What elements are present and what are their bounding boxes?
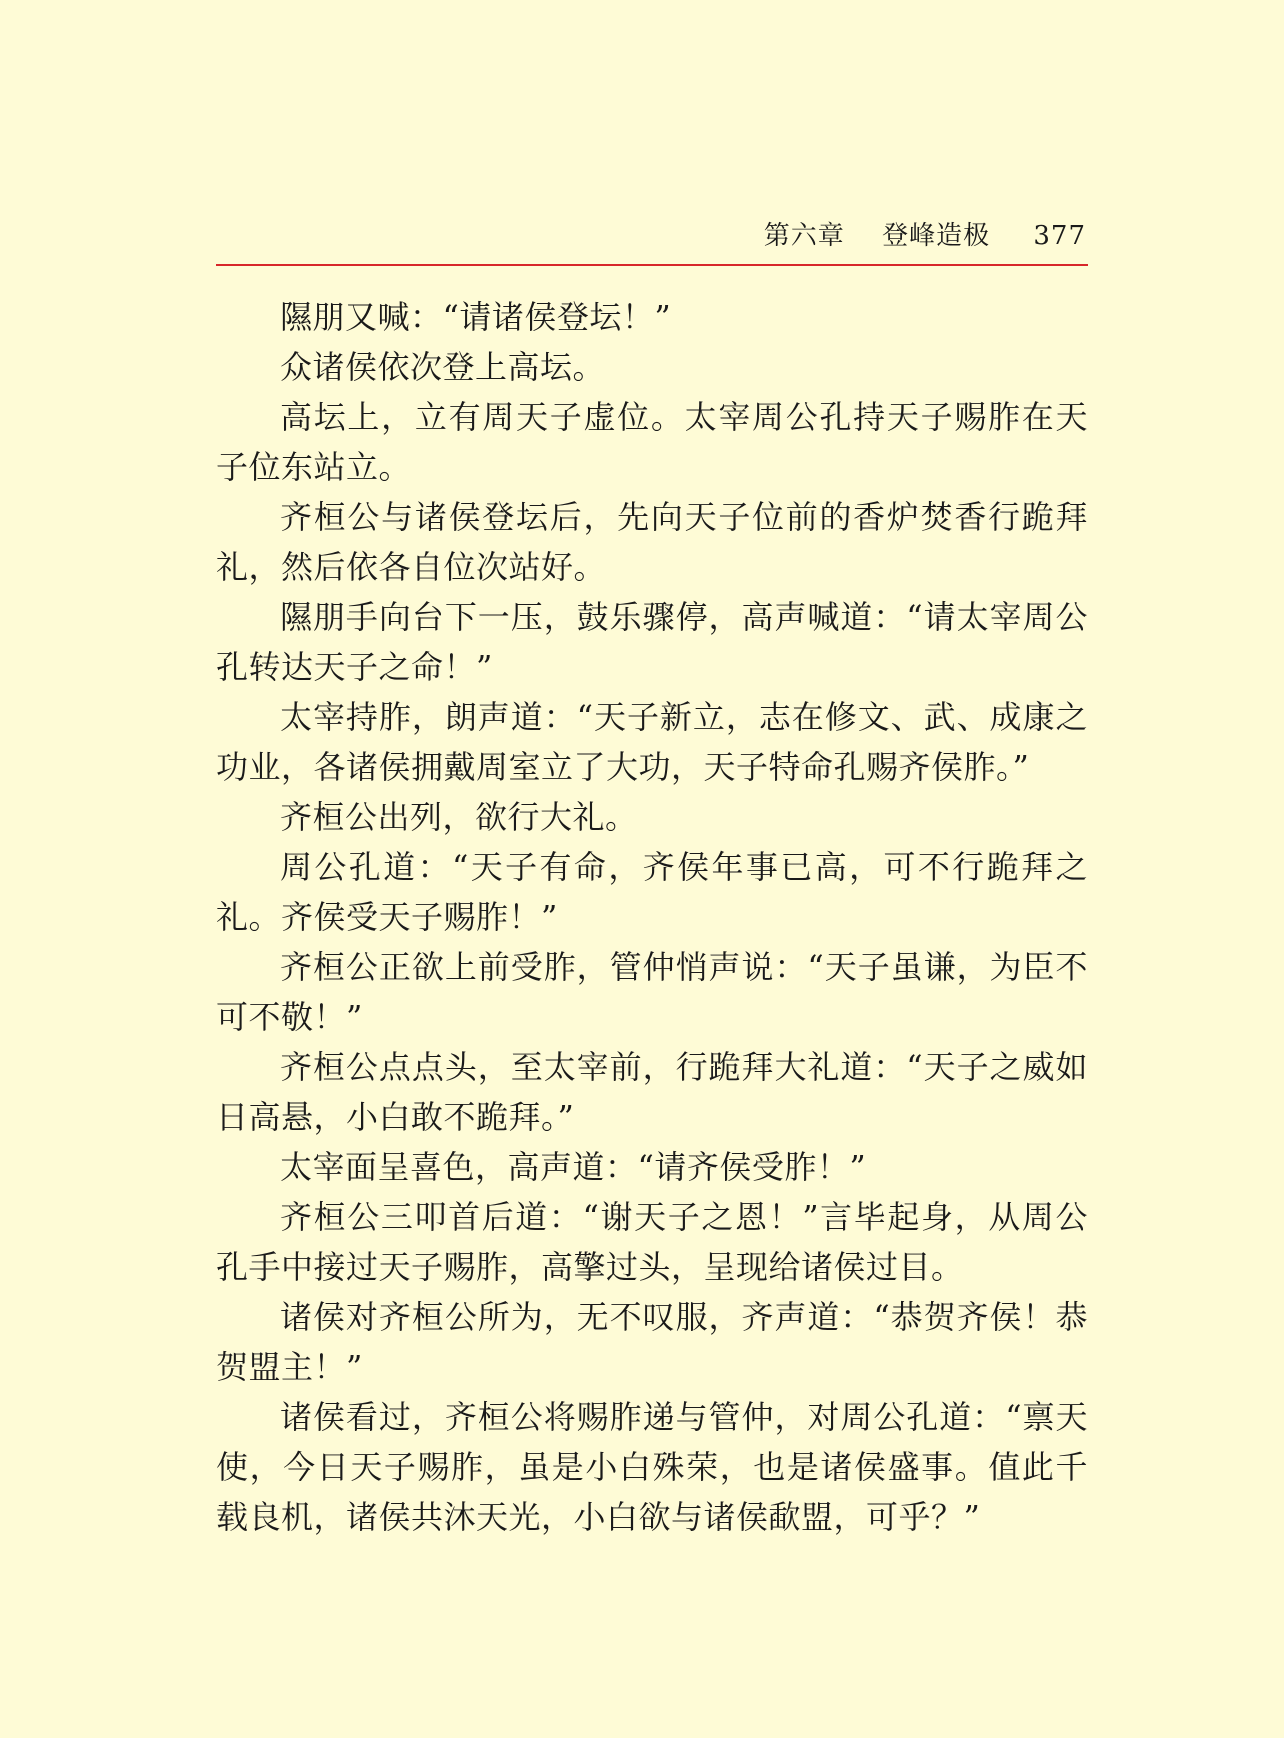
paragraph: 众诸侯依次登上高坛。 [280,348,606,386]
paragraph: 齐桓公与诸侯登坛后，先向天子位前的香炉焚香行跪拜礼，然后依各自位次站好。 [216,498,1088,586]
paragraph: 太宰面呈喜色，高声道：“请齐侯受胙！” [280,1148,867,1186]
chapter-label: 第六章 [763,221,845,251]
paragraph: 齐桓公出列，欲行大礼。 [280,798,638,836]
page-number: 377 [1033,221,1086,251]
paragraph: 诸侯对齐桓公所为，无不叹服，齐声道：“恭贺齐侯！恭贺盟主！” [216,1298,1088,1386]
paragraph: 齐桓公三叩首后道：“谢天子之恩！”言毕起身，从周公孔手中接过天子赐胙，高擎过头，呈现给诸侯过目。 [216,1198,1088,1286]
paragraph: 齐桓公正欲上前受胙，管仲悄声说：“天子虽谦，为臣不可不敬！” [216,948,1088,1036]
section-title: 登峰造极 [882,221,991,251]
header-rule [216,264,1088,266]
paragraph: 齐桓公点点头，至太宰前，行跪拜大礼道：“天子之威如日高悬，小白敢不跪拜。” [216,1048,1088,1136]
running-head [216,216,1086,256]
body-text [216,292,1088,1542]
paragraph: 太宰持胙，朗声道：“天子新立，志在修文、武、成康之功业，各诸侯拥戴周室立了大功，天子特命孔赐齐侯胙。” [216,698,1088,786]
paragraph: 高坛上，立有周天子虚位。太宰周公孔持天子赐胙在天子位东站立。 [216,398,1088,486]
paragraph: 隰朋又喊：“请诸侯登坛！” [280,298,672,336]
paragraph: 隰朋手向台下一压，鼓乐骤停，高声喊道：“请太宰周公孔转达天子之命！” [216,598,1088,686]
paragraph: 诸侯看过，齐桓公将赐胙递与管仲，对周公孔道：“禀天使，今日天子赐胙，虽是小白殊荣，也是诸侯盛事。值此千载良机，诸侯共沐天光，小白欲与诸侯歃盟，可乎？” [216,1398,1088,1536]
paragraph: 周公孔道：“天子有命，齐侯年事已高，可不行跪拜之礼。齐侯受天子赐胙！” [216,848,1088,936]
